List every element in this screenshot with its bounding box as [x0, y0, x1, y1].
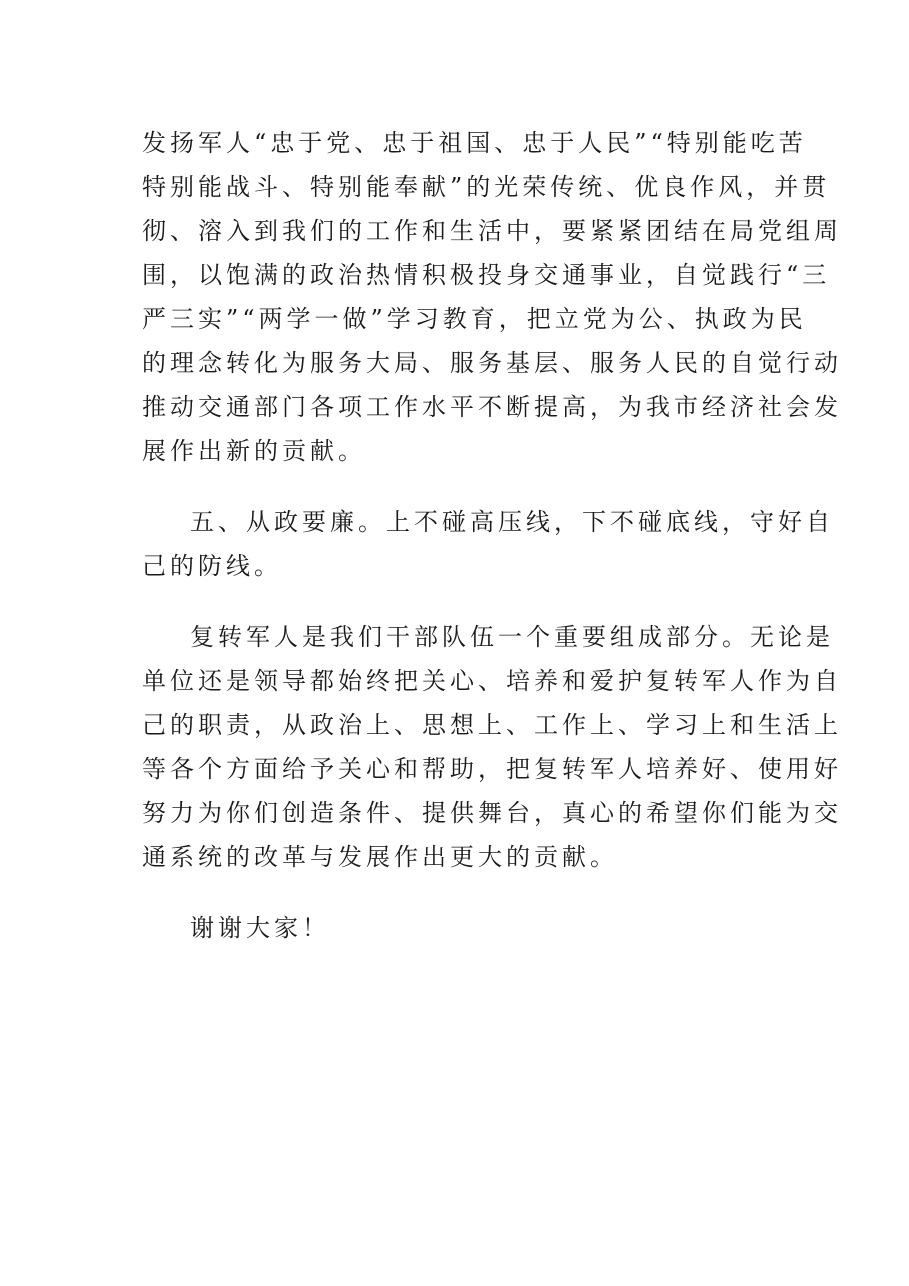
paragraph-1-line-4: 围，以饱满的政治热情积极投身交通事业，自觉践行“三: [142, 261, 831, 289]
paragraph-3-line-4: 等各个方面给予关心和帮助，把复转军人培养好、使用好: [142, 755, 842, 783]
paragraph-1-line-1: 发扬军人“忠于党、忠于祖国、忠于人民”“特别能吃苦: [142, 129, 807, 157]
paragraph-1-line-2: 特别能战斗、特别能奉献”的光荣传统、优良作风，并贯: [142, 173, 831, 201]
paragraph-3-line-3: 己的职责，从政治上、思想上、工作上、学习上和生活上: [142, 711, 842, 739]
paragraph-3-line-2: 单位还是领导都始终把关心、培养和爱护复转军人作为自: [142, 667, 842, 695]
paragraph-2-line-2: 己的防线。: [142, 552, 282, 580]
paragraph-1-line-8: 展作出新的贡献。: [142, 437, 366, 465]
paragraph-3-line-5: 努力为你们创造条件、提供舞台，真心的希望你们能为交: [142, 799, 842, 827]
paragraph-3-line-1: 复转军人是我们干部队伍一个重要组成部分。无论是: [190, 623, 834, 651]
paragraph-2-line-1: 五、从政要廉。上不碰高压线，下不碰底线，守好自: [190, 508, 834, 536]
paragraph-1-line-6: 的理念转化为服务大局、服务基层、服务人民的自觉行动: [142, 349, 842, 377]
paragraph-1-line-5: 严三实”“两学一做”学习教育，把立党为公、执政为民: [142, 305, 807, 333]
paragraph-1-line-7: 推动交通部门各项工作水平不断提高，为我市经济社会发: [142, 393, 842, 421]
closing-line: 谢谢大家！: [190, 914, 330, 942]
paragraph-3-line-6: 通系统的改革与发展作出更大的贡献。: [142, 843, 618, 871]
paragraph-1-line-3: 彻、溶入到我们的工作和生活中，要紧紧团结在局党组周: [142, 217, 842, 245]
